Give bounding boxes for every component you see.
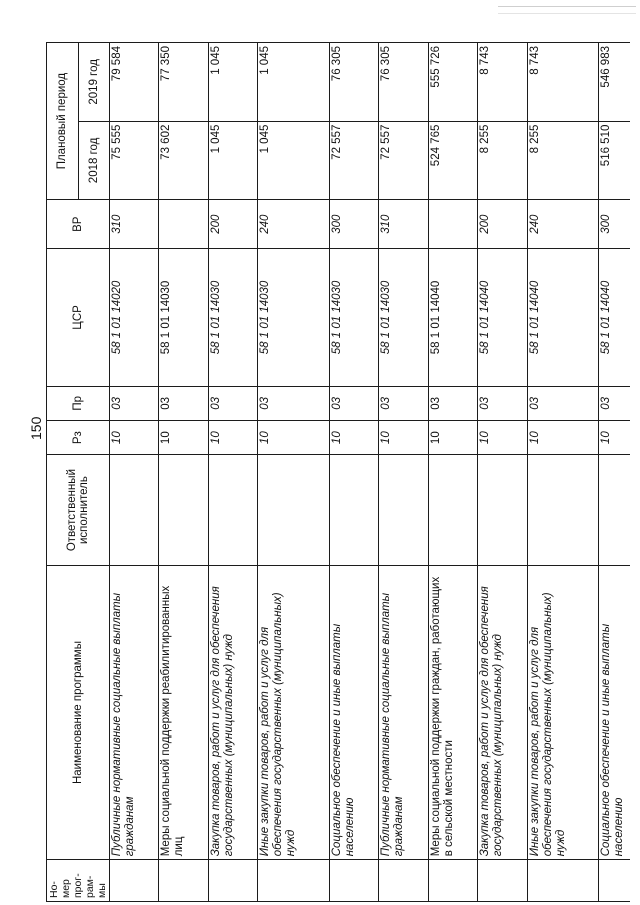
- cell-2019: 1 045: [208, 43, 257, 122]
- cell-2018: 1 045: [258, 121, 330, 200]
- cell-csr: 58 1 01 14030: [258, 249, 330, 386]
- cell-2019: 77 350: [159, 43, 208, 122]
- cell-rz: 10: [379, 421, 428, 455]
- cell-program-name: Закупка товаров, работ и услуг для обеспечения государственных (муниципальных) нужд: [478, 565, 527, 860]
- cell-pr: 03: [527, 386, 599, 420]
- corner-mark: [498, 6, 636, 14]
- cell-executor: [478, 455, 527, 565]
- cell-2019: 76 305: [379, 43, 428, 122]
- cell-pr: 03: [599, 386, 630, 420]
- cell-program-name: Меры социальной поддержки граждан, работающих в сельской местности: [428, 565, 477, 860]
- cell-rz: 10: [258, 421, 330, 455]
- cell-num: [428, 860, 477, 902]
- cell-rz: 10: [110, 421, 159, 455]
- cell-2018: 73 602: [159, 121, 208, 200]
- cell-vr: 310: [110, 200, 159, 249]
- table-row: [159, 43, 208, 902]
- cell-vr: 300: [329, 200, 378, 249]
- cell-program-name: Закупка товаров, работ и услуг для обеспечения государственных (муниципальных) нужд: [208, 565, 257, 860]
- cell-csr: 58 1 01 14030: [379, 249, 428, 386]
- cell-pr: 03: [379, 386, 428, 420]
- cell-vr: 240: [527, 200, 599, 249]
- cell-num: [599, 860, 630, 902]
- cell-csr: 58 1 01 14040: [527, 249, 599, 386]
- cell-2019: 8 743: [527, 43, 599, 122]
- cell-vr: 200: [478, 200, 527, 249]
- cell-rz: 10: [329, 421, 378, 455]
- table-row: [258, 43, 330, 902]
- cell-2018: 8 255: [478, 121, 527, 200]
- cell-program-name: Социальное обеспечение и иные выплаты населению: [329, 565, 378, 860]
- cell-num: [159, 860, 208, 902]
- cell-vr: 300: [599, 200, 630, 249]
- cell-pr: 03: [428, 386, 477, 420]
- header-year-2018: 2018 год: [78, 121, 110, 200]
- cell-vr: 240: [258, 200, 330, 249]
- table-row: [208, 43, 257, 902]
- header-pr: Пр: [47, 386, 110, 420]
- cell-rz: 10: [159, 421, 208, 455]
- cell-pr: 03: [208, 386, 257, 420]
- table-row: [428, 43, 477, 902]
- cell-2019: 8 743: [478, 43, 527, 122]
- cell-csr: 58 1 01 14030: [159, 249, 208, 386]
- cell-num: [208, 860, 257, 902]
- cell-csr: 58 1 01 14040: [428, 249, 477, 386]
- cell-vr: [428, 200, 477, 249]
- cell-rz: 10: [208, 421, 257, 455]
- cell-executor: [428, 455, 477, 565]
- cell-program-name: Публичные нормативные социальные выплаты гражданам: [379, 565, 428, 860]
- header-num-prog: Но- мер прог- рам- мы: [47, 860, 110, 902]
- cell-program-name: Публичные нормативные социальные выплаты гражданам: [110, 565, 159, 860]
- cell-2018: 516 510: [599, 121, 630, 200]
- cell-program-name: Иные закупки товаров, работ и услуг для обеспечения государственных (муниципальных) нужд: [527, 565, 599, 860]
- cell-program-name: Меры социальной поддержки реабилитированных лиц: [159, 565, 208, 860]
- budget-table: [46, 42, 630, 902]
- cell-2019: 1 045: [258, 43, 330, 122]
- cell-2018: 8 255: [527, 121, 599, 200]
- cell-rz: 10: [428, 421, 477, 455]
- cell-2019: 76 305: [329, 43, 378, 122]
- cell-vr: 200: [208, 200, 257, 249]
- cell-num: [329, 860, 378, 902]
- cell-vr: 310: [379, 200, 428, 249]
- cell-pr: 03: [478, 386, 527, 420]
- cell-num: [110, 860, 159, 902]
- cell-executor: [208, 455, 257, 565]
- cell-pr: 03: [329, 386, 378, 420]
- cell-program-name: Иные закупки товаров, работ и услуг для обеспечения государственных (муниципальных) нужд: [258, 565, 330, 860]
- cell-2018: 75 555: [110, 121, 159, 200]
- cell-rz: 10: [527, 421, 599, 455]
- cell-pr: 03: [110, 386, 159, 420]
- cell-pr: 03: [258, 386, 330, 420]
- cell-csr: 58 1 01 14030: [208, 249, 257, 386]
- cell-vr: [159, 200, 208, 249]
- cell-executor: [258, 455, 330, 565]
- cell-executor: [110, 455, 159, 565]
- cell-rz: 10: [478, 421, 527, 455]
- cell-num: [258, 860, 330, 902]
- page-number: 150: [28, 416, 44, 440]
- cell-num: [379, 860, 428, 902]
- cell-executor: [599, 455, 630, 565]
- table-row: [329, 43, 378, 902]
- cell-executor: [527, 455, 599, 565]
- cell-executor: [159, 455, 208, 565]
- cell-2019: 555 726: [428, 43, 477, 122]
- cell-2019: 546 983: [599, 43, 630, 122]
- header-year-2019: 2019 год: [78, 43, 110, 122]
- cell-rz: 10: [599, 421, 630, 455]
- table-row: [527, 43, 599, 902]
- header-executor: Ответственный исполнитель: [47, 455, 110, 565]
- cell-2018: 72 557: [379, 121, 428, 200]
- cell-executor: [329, 455, 378, 565]
- cell-program-name: Социальное обеспечение и иные выплаты населению: [599, 565, 630, 860]
- cell-2018: 72 557: [329, 121, 378, 200]
- header-csr: ЦСР: [47, 249, 110, 386]
- cell-2018: 1 045: [208, 121, 257, 200]
- table-row: [110, 43, 159, 902]
- cell-csr: 58 1 01 14040: [599, 249, 630, 386]
- table-row: [478, 43, 527, 902]
- cell-executor: [379, 455, 428, 565]
- header-rz: Рз: [47, 421, 110, 455]
- cell-2018: 524 765: [428, 121, 477, 200]
- header-vr: ВР: [47, 200, 110, 249]
- table-row: [599, 43, 630, 902]
- cell-2019: 79 584: [110, 43, 159, 122]
- cell-pr: 03: [159, 386, 208, 420]
- header-program-name: Наименование программы: [47, 565, 110, 860]
- table-row: [379, 43, 428, 902]
- header-planned-period: Плановый период: [47, 43, 79, 200]
- rotated-table-wrapper: [46, 42, 630, 902]
- cell-csr: 58 1 01 14040: [478, 249, 527, 386]
- cell-csr: 58 1 01 14020: [110, 249, 159, 386]
- cell-num: [527, 860, 599, 902]
- cell-num: [478, 860, 527, 902]
- cell-csr: 58 1 01 14030: [329, 249, 378, 386]
